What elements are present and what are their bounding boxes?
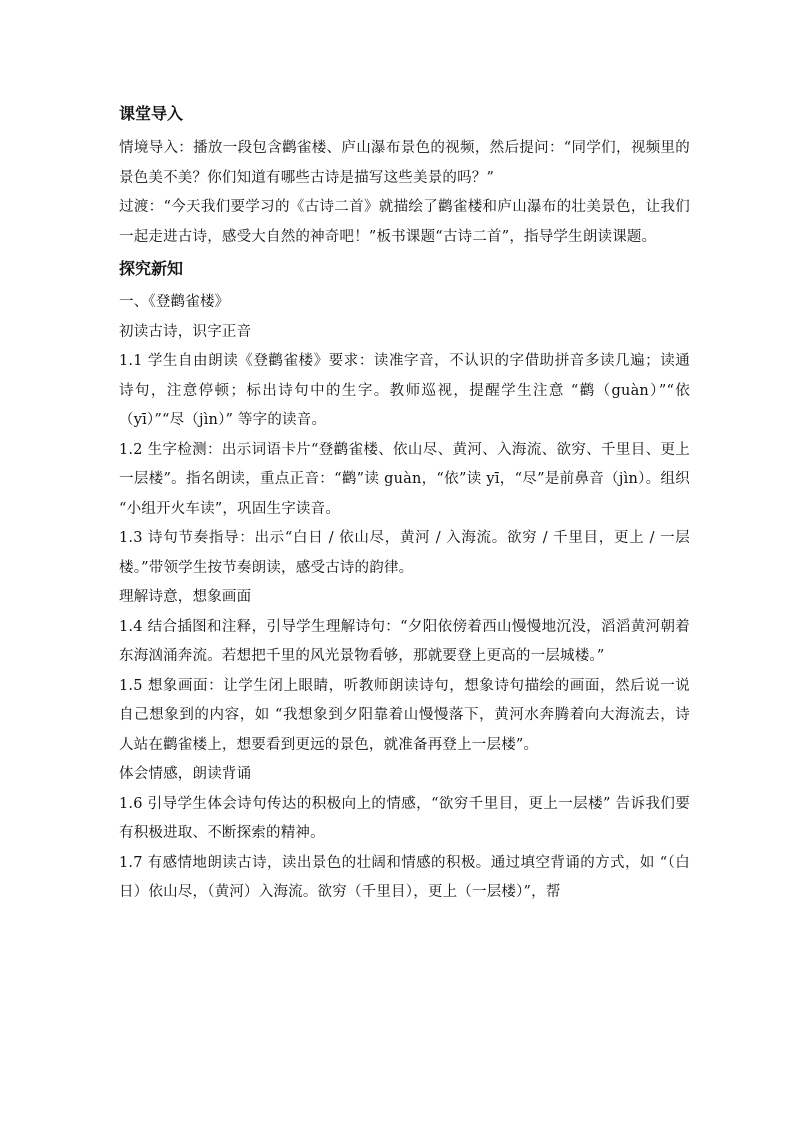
step-1-3: 1.3 诗句节奏指导：出示“白日 / 依山尽，黄河 / 入海流。欲穷 / 千里目，更上 / 一层楼。”带领学生按节奏朗读，感受古诗的韵律。 xyxy=(119,530,690,576)
step-1-4: 1.4 结合插图和注释，引导学生理解诗句：“夕阳依傍着西山慢慢地沉没，滔滔黄河朝着东海汹涌奔流。若想把千里的风光景物看够，那就要登上更高的一层城楼。” xyxy=(119,618,690,664)
section-heading-intro: 课堂导入 xyxy=(119,104,184,123)
step-1-5: 1.5 想象画面：让学生闭上眼睛，听教师朗读诗句，想象诗句描绘的画面，然后说一说自己想象到的内容，如 “我想象到夕阳靠着山慢慢落下，黄河水奔腾着向大海流去，诗人站在鹳雀楼上，想要看到更远的景色，就准备再登上一层楼”。 xyxy=(119,677,690,753)
step-1-6: 1.6 引导学生体会诗句传达的积极向上的情感，“欲穷千里目，更上一层楼” 告诉我们要有积极进取、不断探索的精神。 xyxy=(119,795,690,841)
intro-paragraph-scenario: 情境导入：播放一段包含鹳雀楼、庐山瀑布景色的视频，然后提问：“同学们，视频里的景色美不美？你们知道有哪些古诗是描写这些美景的吗？” xyxy=(119,140,690,186)
subheading-understanding: 理解诗意，想象画面 xyxy=(119,589,252,605)
intro-paragraph-transition: 过渡：“今天我们要学习的《古诗二首》就描绘了鹳雀楼和庐山瀑布的壮美景色，让我们一起走进古诗，感受大自然的神奇吧！”板书课题“古诗二首”，指导学生朗读课题。 xyxy=(119,199,690,245)
step-1-2: 1.2 生字检测：出示词语卡片“登鹳雀楼、依山尽、黄河、入海流、欲穷、千里目、更上一层楼”。指名朗读，重点正音：“鹳”读 guàn，“依”读 yī，“尽”是前鼻音（jìn）。组织 “小组开火车读”，巩固生字读音。 xyxy=(119,441,690,517)
subheading-emotion: 体会情感，朗读背诵 xyxy=(119,766,252,782)
subheading-first-reading: 初读古诗，识字正音 xyxy=(119,323,252,340)
section-heading-explore: 探究新知 xyxy=(119,259,184,278)
poem-title: 一、《登鹳雀楼》 xyxy=(119,294,230,310)
step-1-1: 1.1 学生自由朗读《登鹳雀楼》要求：读准字音，不认识的字借助拼音多读几遍；读通诗句，注意停顿；标出诗句中的生字。教师巡视，提醒学生注意 “鹳（guàn）”“依（yī）”“尽（jìn）” 等字的读音。 xyxy=(119,353,690,428)
step-1-7: 1.7 有感情地朗读古诗，读出景色的壮阔和情感的积极。通过填空背诵的方式，如 “（白日）依山尽，（黄河）入海流。欲穷（千里目），更上（一层楼）”，帮 xyxy=(119,854,690,900)
